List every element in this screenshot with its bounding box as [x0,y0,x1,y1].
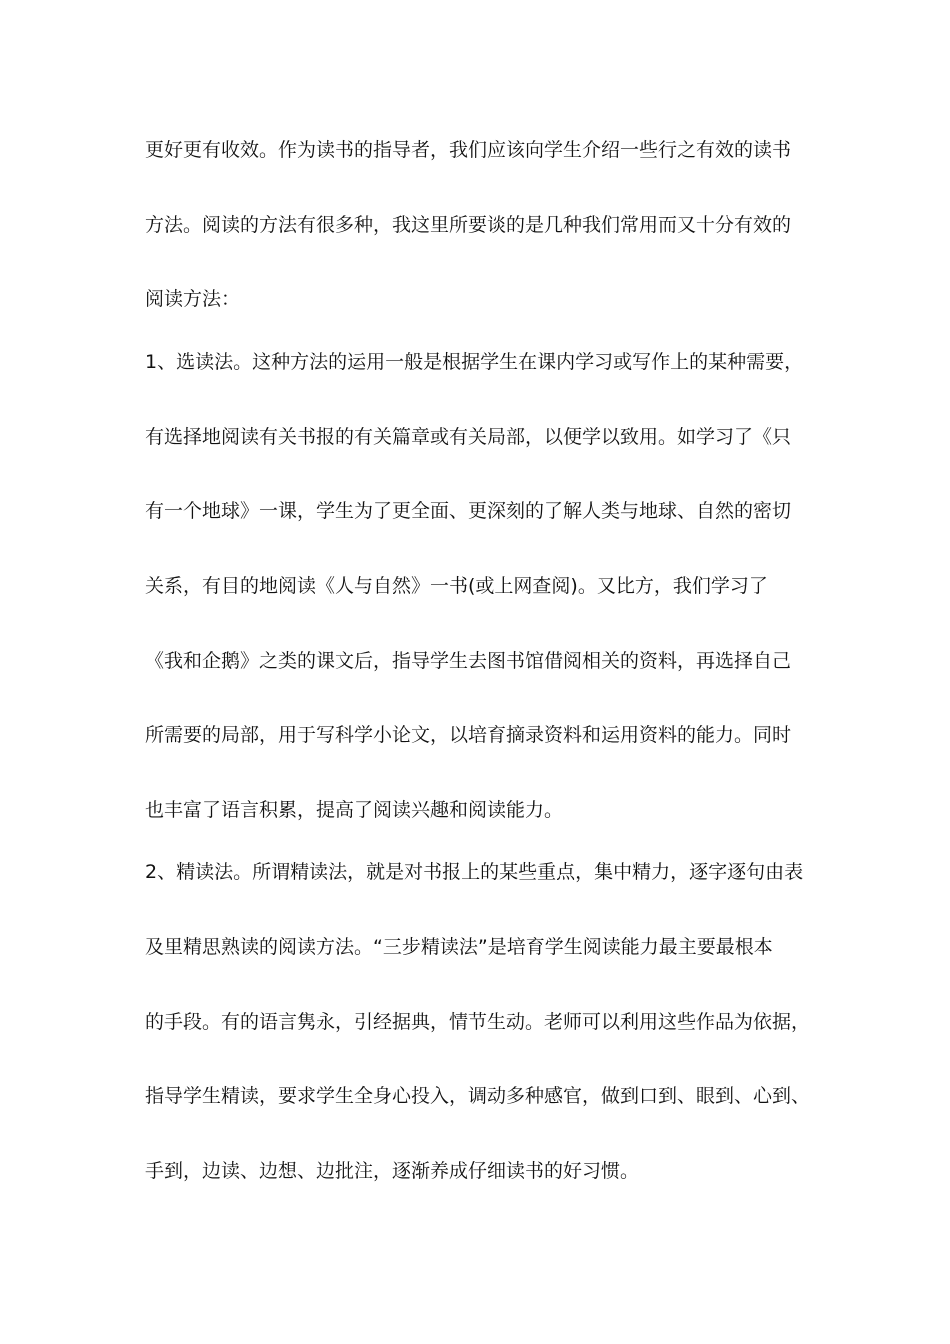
list-item-heading: 1、选读法。这种方法的运用一般是根据学生在课内学习或写作上的某种需要， [145,351,804,373]
paragraph-line: 关系，有目的地阅读《人与自然》一书(或上网查阅)。又比方，我们学习了 [145,575,768,597]
list-item-heading: 2、精读法。所谓精读法，就是对书报上的某些重点，集中精力，逐字逐句由表 [145,861,804,883]
paragraph-line: 所需要的局部，用于写科学小论文，以培育摘录资料和运用资料的能力。同时 [145,724,792,746]
paragraph-line: 阅读方法： [145,288,241,310]
paragraph-line: 《我和企鹅》之类的课文后，指导学生去图书馆借阅相关的资料，再选择自己 [145,650,792,672]
paragraph-line: 的手段。有的语言隽永，引经据典，情节生动。老师可以利用这些作品为依据， [145,1011,811,1033]
paragraph-line: 指导学生精读，要求学生全身心投入，调动多种感官，做到口到、眼到、心到、 [145,1085,811,1107]
paragraph-line: 也丰富了语言积累，提高了阅读兴趣和阅读能力。 [145,799,564,821]
paragraph-line: 有一个地球》一课，学生为了更全面、更深刻的了解人类与地球、自然的密切 [145,500,792,522]
paragraph-line: 手到，边读、边想、边批注，逐渐养成仔细读书的好习惯。 [145,1160,640,1182]
paragraph-line: 方法。阅读的方法有很多种，我这里所要谈的是几种我们常用而又十分有效的 [145,214,792,236]
paragraph-line: 更好更有收效。作为读书的指导者，我们应该向学生介绍一些行之有效的读书 [145,139,792,161]
paragraph-line: 及里精思熟读的阅读方法。“三步精读法”是培育学生阅读能力最主要最根本 [145,936,773,958]
paragraph-line: 有选择地阅读有关书报的有关篇章或有关局部，以便学以致用。如学习了《只 [145,426,792,448]
